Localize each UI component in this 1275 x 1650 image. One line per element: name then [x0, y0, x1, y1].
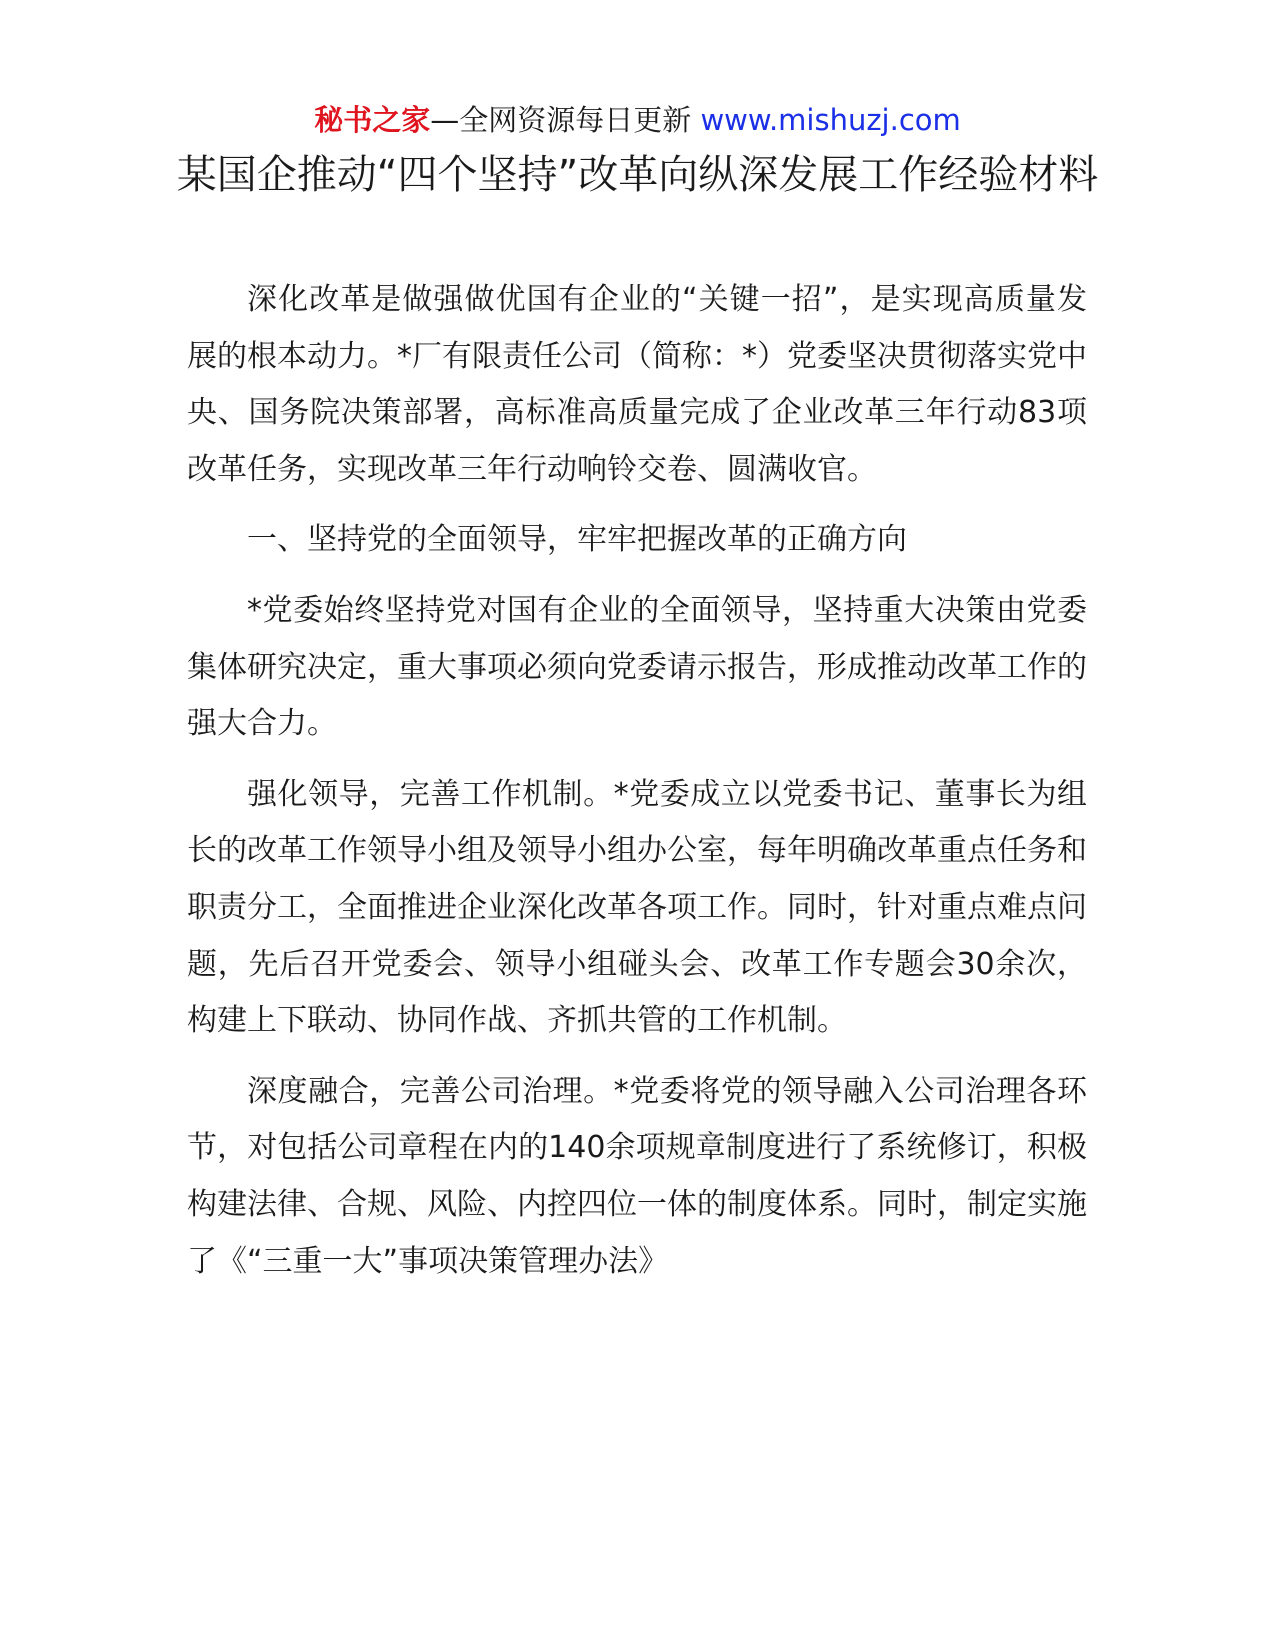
section-heading: 一、坚持党的全面领导，牢牢把握改革的正确方向 — [247, 522, 907, 558]
site-header — [0, 100, 1275, 140]
body-paragraph: 强化领导，完善工作机制。*党委成立以党委书记、董事长为组长的改革工作领导小组及领导小组办公室，每年明确改革重点任务和职责分工，全面推进企业深化改革各项工作。同时，针对重点难点问题，先后召开党委会、领导小组碰头会、改革工作专题会30余次，构建上下联动、协同作战、齐抓共管的工作机制。 — [187, 776, 1087, 1039]
body-paragraph: 深度融合，完善公司治理。*党委将党的领导融入公司治理各环节，对包括公司章程在内的140余项规章制度进行了系统修订，积极构建法律、合规、风险、内控四位一体的制度体系。同时，制定实施了《“三重一大”事项决策管理办法》 — [187, 1073, 1087, 1279]
document-title: 某国企推动“四个坚持”改革向纵深发展工作经验材料 — [176, 152, 1099, 198]
body-paragraph: *党委始终坚持党对国有企业的全面领导，坚持重大决策由党委集体研究决定，重大事项必须向党委请示报告，形成推动改革工作的强大合力。 — [187, 592, 1087, 742]
brand-name: 秘书之家 — [314, 103, 431, 137]
intro-paragraph: 深化改革是做强做优国有企业的“关键一招”，是实现高质量发展的根本动力。*厂有限责任公司（简称：*）党委坚决贯彻落实党中央、国务院决策部署，高标准高质量完成了企业改革三年行动83项改革任务，实现改革三年行动响铃交卷、圆满收官。 — [187, 282, 1087, 487]
site-url-link[interactable]: www.mishuzj.com — [700, 103, 961, 137]
document-body — [187, 272, 1087, 1304]
header-slogan: —全网资源每日更新 — [430, 103, 701, 137]
